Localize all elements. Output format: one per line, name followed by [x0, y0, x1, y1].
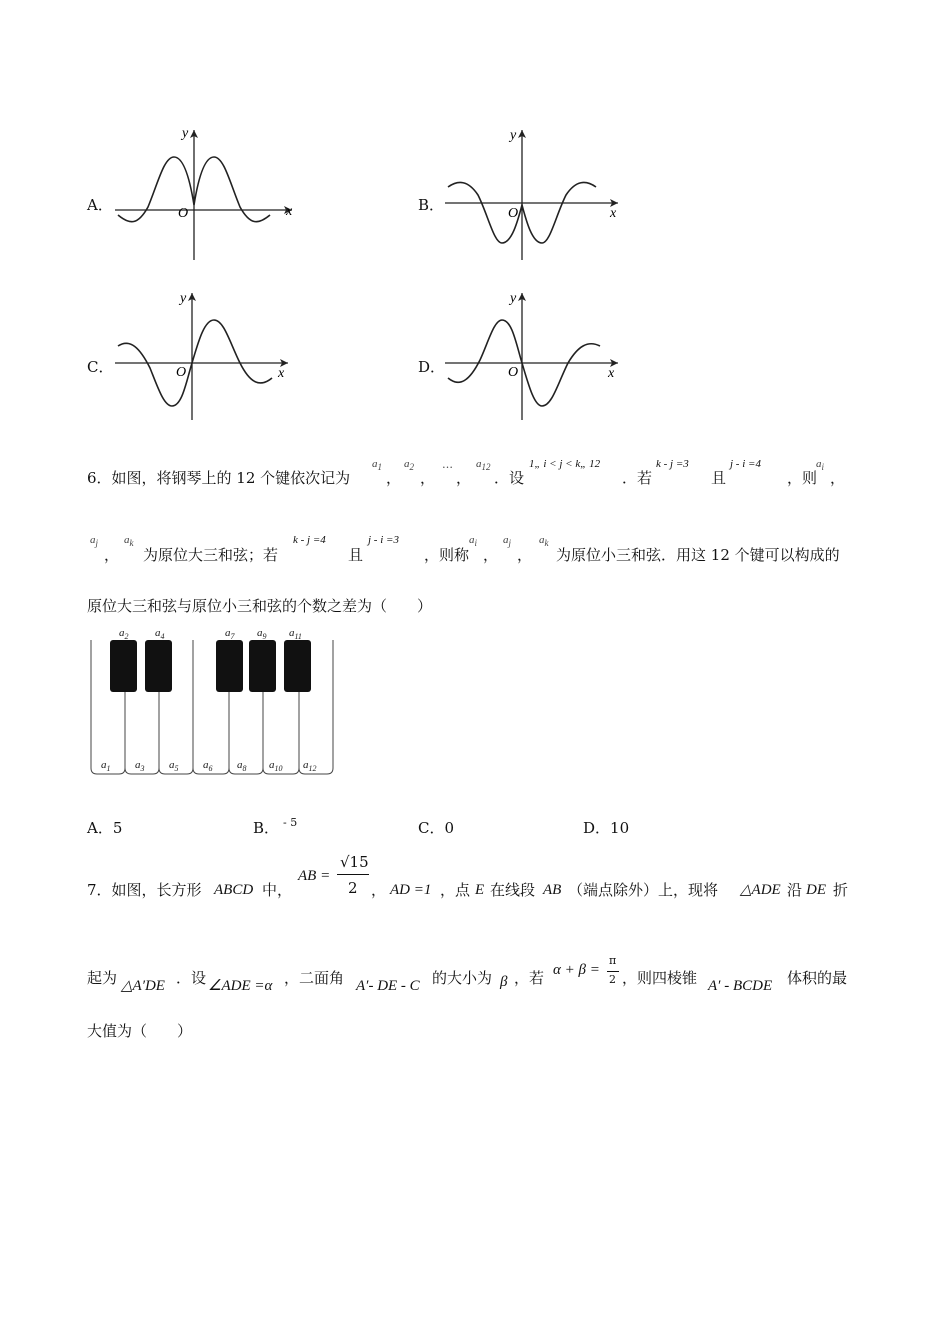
condition-kj: k - j =3 [656, 458, 689, 470]
var-aj: $a_j$ [503, 534, 512, 549]
q6-text: 原位大三和弦与原位小三和弦的个数之差为（ ） [87, 597, 433, 615]
origin-label: O [176, 365, 187, 380]
condition-ji: j - i =4 [730, 458, 761, 470]
white-key-label: $a_{10}$ [269, 759, 283, 773]
q7-text: 体积的最 [787, 969, 848, 987]
comma: ， [517, 546, 533, 564]
angle-ade: ∠ADE =α [208, 978, 273, 994]
q7-text: 折 [833, 881, 849, 899]
fraction-denominator: 2 [609, 973, 616, 986]
comma: ， [386, 469, 402, 487]
q7-text: （端点除外）上，现将 [568, 881, 719, 899]
triangle-a-prime-de: △A′DE [121, 978, 165, 994]
q7-text: 沿 [787, 881, 803, 899]
beta: β [500, 974, 508, 990]
graph-c [110, 288, 300, 428]
comma: ， [371, 881, 387, 899]
x-axis-label: x [610, 206, 617, 221]
option-label: D． [418, 358, 446, 376]
y-axis-label: y [182, 126, 189, 141]
comma: ， [830, 469, 846, 487]
var-ak: $a_k$ [539, 534, 549, 549]
q7-text: 7．如图，长方形 [87, 881, 202, 899]
pyramid: A′ - BCDE [708, 978, 773, 994]
fraction-denominator: 2 [348, 879, 358, 897]
condition-kj: k - j =4 [293, 534, 326, 546]
dihedral-angle: A′- DE - C [356, 978, 420, 994]
segment-de: DE [806, 882, 826, 898]
white-key-label: $a_{12}$ [303, 759, 317, 773]
var-ak: $a_k$ [124, 534, 134, 549]
q7-text: 起为 [87, 969, 118, 987]
option-label: A． [87, 196, 113, 214]
piano-figure [85, 622, 345, 782]
comma: ， [483, 546, 499, 564]
q6-text: 6．如图，将钢琴上的 12 个键依次记为 [87, 469, 351, 487]
ellipsis: … [442, 458, 453, 471]
fraction-numerator: √15 [340, 853, 369, 871]
black-key-label: $a_4$ [155, 627, 165, 641]
q6-text: ．若 [622, 469, 653, 487]
black-key-label: $a_7$ [225, 627, 235, 641]
black-key-label: $a_{11}$ [289, 627, 302, 641]
q7-text: 在线段 [490, 881, 536, 899]
comma: ， [104, 546, 120, 564]
q7-text: 中， [262, 881, 293, 899]
var-a1: $a_1$ [372, 458, 382, 473]
x-axis-label: x [608, 366, 615, 381]
white-key-label: $a_5$ [169, 759, 179, 773]
var-ai: $a_i$ [469, 534, 478, 549]
graph-a [110, 125, 300, 265]
q7-text: ，则四棱锥 [622, 969, 698, 987]
q6-option-d: D．10 [583, 819, 630, 837]
triangle-ade: △ADE [740, 882, 781, 898]
comma: ， [420, 469, 436, 487]
q6-option-b-value: - 5 [283, 816, 298, 829]
q7-text: ．设 [176, 969, 207, 987]
option-label: B． [418, 196, 445, 214]
white-key-label: $a_1$ [101, 759, 111, 773]
y-axis-label: y [510, 291, 517, 306]
origin-label: O [178, 206, 189, 221]
condition-ji: j - i =3 [368, 534, 399, 546]
white-key-label: $a_3$ [135, 759, 145, 773]
q6-option-a: A．5 [87, 819, 123, 837]
fraction-bar [337, 874, 369, 875]
var-aj: $a_j$ [90, 534, 99, 549]
q6-text: 且 [711, 469, 727, 487]
q6-option-c: C．0 [418, 819, 455, 837]
black-key-label: $a_2$ [119, 627, 129, 641]
q6-text: ，则 [787, 469, 818, 487]
y-axis-label: y [510, 128, 517, 143]
var-a12: $a_{12}$ [476, 458, 491, 473]
q6-text: ．设 [494, 469, 525, 487]
graph-b [440, 125, 630, 265]
point-e: E [475, 882, 485, 898]
origin-label: O [508, 365, 519, 380]
fraction-numerator: π [609, 954, 617, 967]
index-condition: 1„ i < j < k„ 12 [529, 458, 601, 470]
q6-option-b-label: B． [253, 819, 280, 837]
alpha-plus-beta: α + β = [553, 962, 600, 978]
q7-text: 大值为（ ） [87, 1022, 193, 1040]
var-ai: $a_i$ [816, 458, 825, 473]
segment-ab: AB [543, 882, 562, 898]
q6-text: ，则称 [424, 546, 470, 564]
origin-label: O [508, 206, 519, 221]
q7-text: ，若 [514, 969, 545, 987]
q6-text: 为原位小三和弦．用这 12 个键可以构成的 [556, 546, 840, 564]
rect-name: ABCD [214, 882, 254, 898]
white-key-label: $a_6$ [203, 759, 213, 773]
q6-text: 且 [348, 546, 364, 564]
white-key-label: $a_8$ [237, 759, 247, 773]
q7-text: ，点 [440, 881, 471, 899]
comma: ， [456, 469, 472, 487]
ab-expression: AB = [298, 868, 331, 884]
x-axis-label: x [278, 366, 285, 381]
graph-d [440, 288, 630, 428]
q6-text: 为原位大三和弦；若 [143, 546, 279, 564]
y-axis-label: y [180, 291, 187, 306]
q7-text: ，二面角 [284, 969, 345, 987]
var-a2: $a_2$ [404, 458, 414, 473]
q7-text: 的大小为 [432, 969, 493, 987]
black-key-label: $a_9$ [257, 627, 267, 641]
fraction-bar [607, 971, 619, 972]
x-axis-label: x [286, 204, 293, 219]
option-label: C． [87, 358, 114, 376]
ad-expression: AD =1 [390, 882, 432, 898]
